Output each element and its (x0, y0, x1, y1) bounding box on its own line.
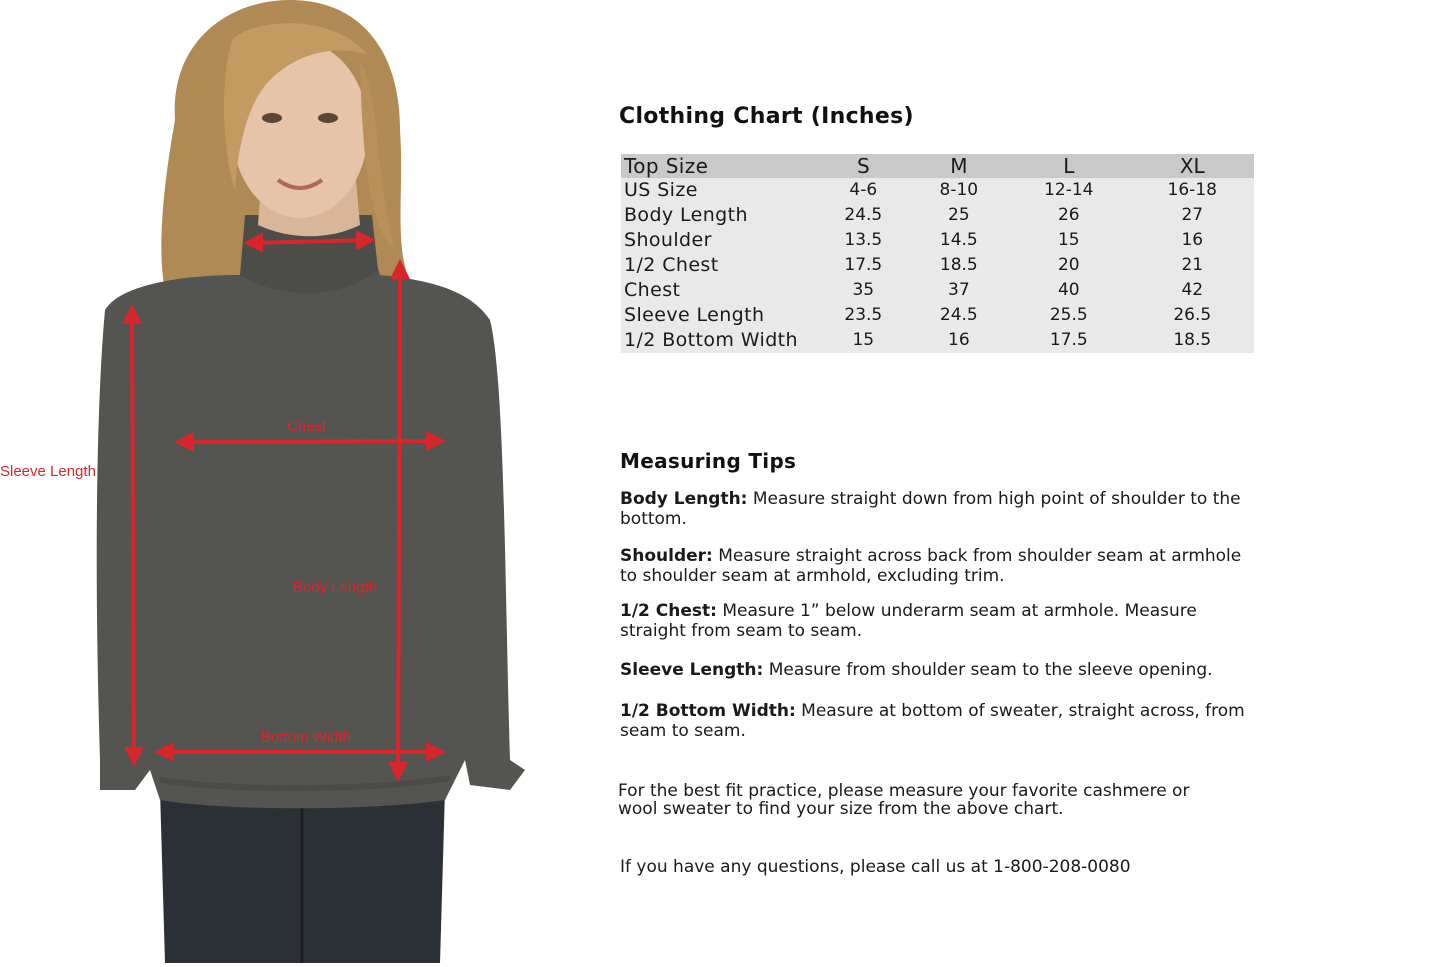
header-cell-s: S (816, 154, 911, 178)
header-cell-l: L (1007, 154, 1130, 178)
table-cell: 20 (1007, 253, 1130, 278)
tip-shoulder (620, 546, 1260, 586)
table-cell: 25 (911, 203, 1007, 228)
table-cell: 14.5 (911, 228, 1007, 253)
table-cell: 17.5 (1007, 328, 1130, 353)
tip-term: 1/2 Chest: (620, 601, 717, 621)
contact-note: If you have any questions, please call us at 1-800-208-0080 (620, 857, 1131, 877)
table-cell: 26.5 (1131, 303, 1254, 328)
tip-text: Measure straight down from high point of shoulder to the bottom. (620, 489, 1241, 529)
tips-heading: Measuring Tips (620, 449, 797, 473)
header-cell-top-size: Top Size (621, 154, 816, 178)
chest-label: Chest (287, 418, 327, 435)
table-cell: 12-14 (1007, 178, 1130, 203)
tip-half-chest (620, 601, 1260, 641)
table-row (621, 278, 1254, 303)
body-length-label: Body Length (293, 579, 378, 596)
row-label: 1/2 Chest (621, 253, 816, 278)
table-cell: 37 (911, 278, 1007, 303)
model-illustration (0, 0, 600, 963)
body-length-measure-line (398, 263, 400, 778)
bottom-width-label: Bottom Width (261, 729, 352, 746)
table-row (621, 228, 1254, 253)
table-cell: 25.5 (1007, 303, 1130, 328)
sleeve-length-label: Sleeve Length (0, 463, 96, 480)
sweater-body (97, 240, 525, 808)
table-cell: 40 (1007, 278, 1130, 303)
table-cell: 13.5 (816, 228, 911, 253)
tip-term: Shoulder: (620, 546, 713, 566)
row-label: US Size (621, 178, 816, 203)
table-cell: 17.5 (816, 253, 911, 278)
tip-half-bottom-width (620, 701, 1260, 741)
fit-note: For the best fit practice, please measure your favorite cashmere or wool sweater to find your size from the above chart. (618, 781, 1190, 819)
table-cell: 42 (1131, 278, 1254, 303)
table-cell: 15 (1007, 228, 1130, 253)
row-label: Sleeve Length (621, 303, 816, 328)
tip-text: Measure 1” below underarm seam at armhole. Measure straight from seam to seam. (620, 601, 1197, 641)
table-cell: 24.5 (816, 203, 911, 228)
chart-title: Clothing Chart (Inches) (619, 104, 914, 129)
table-cell: 8-10 (911, 178, 1007, 203)
row-label: Chest (621, 278, 816, 303)
table-cell: 24.5 (911, 303, 1007, 328)
table-row (621, 328, 1254, 353)
table-cell: 15 (816, 328, 911, 353)
table-cell: 23.5 (816, 303, 911, 328)
row-label: Body Length (621, 203, 816, 228)
model-figure (0, 0, 600, 963)
tip-term: 1/2 Bottom Width: (620, 701, 796, 721)
tip-sleeve-length (620, 660, 1260, 680)
table-header-row (621, 154, 1254, 178)
row-label: 1/2 Bottom Width (621, 328, 816, 353)
chest-measure-line (178, 441, 442, 442)
size-chart-table (621, 154, 1254, 353)
tip-term: Body Length: (620, 489, 748, 509)
row-label: Shoulder (621, 228, 816, 253)
table-cell: 4-6 (816, 178, 911, 203)
tip-text: Measure straight across back from shoulder seam at armhole to shoulder seam at armhold, excluding trim. (620, 546, 1242, 586)
tip-body-length (620, 489, 1260, 529)
table-row (621, 303, 1254, 328)
table-cell: 16-18 (1131, 178, 1254, 203)
tip-text: Measure from shoulder seam to the sleeve opening. (763, 660, 1213, 680)
tip-text: Measure at bottom of sweater, straight across, from seam to seam. (620, 701, 1245, 741)
table-cell: 18.5 (911, 253, 1007, 278)
sleeve-length-measure-line (132, 308, 134, 763)
header-cell-m: M (911, 154, 1007, 178)
table-row (621, 203, 1254, 228)
table-row (621, 253, 1254, 278)
tip-term: Sleeve Length: (620, 660, 764, 680)
table-cell: 35 (816, 278, 911, 303)
table-cell: 16 (1131, 228, 1254, 253)
table-cell: 26 (1007, 203, 1130, 228)
table-cell: 27 (1131, 203, 1254, 228)
table-row (621, 178, 1254, 203)
table-cell: 21 (1131, 253, 1254, 278)
table-cell: 16 (911, 328, 1007, 353)
table-cell: 18.5 (1131, 328, 1254, 353)
header-cell-xl: XL (1131, 154, 1254, 178)
